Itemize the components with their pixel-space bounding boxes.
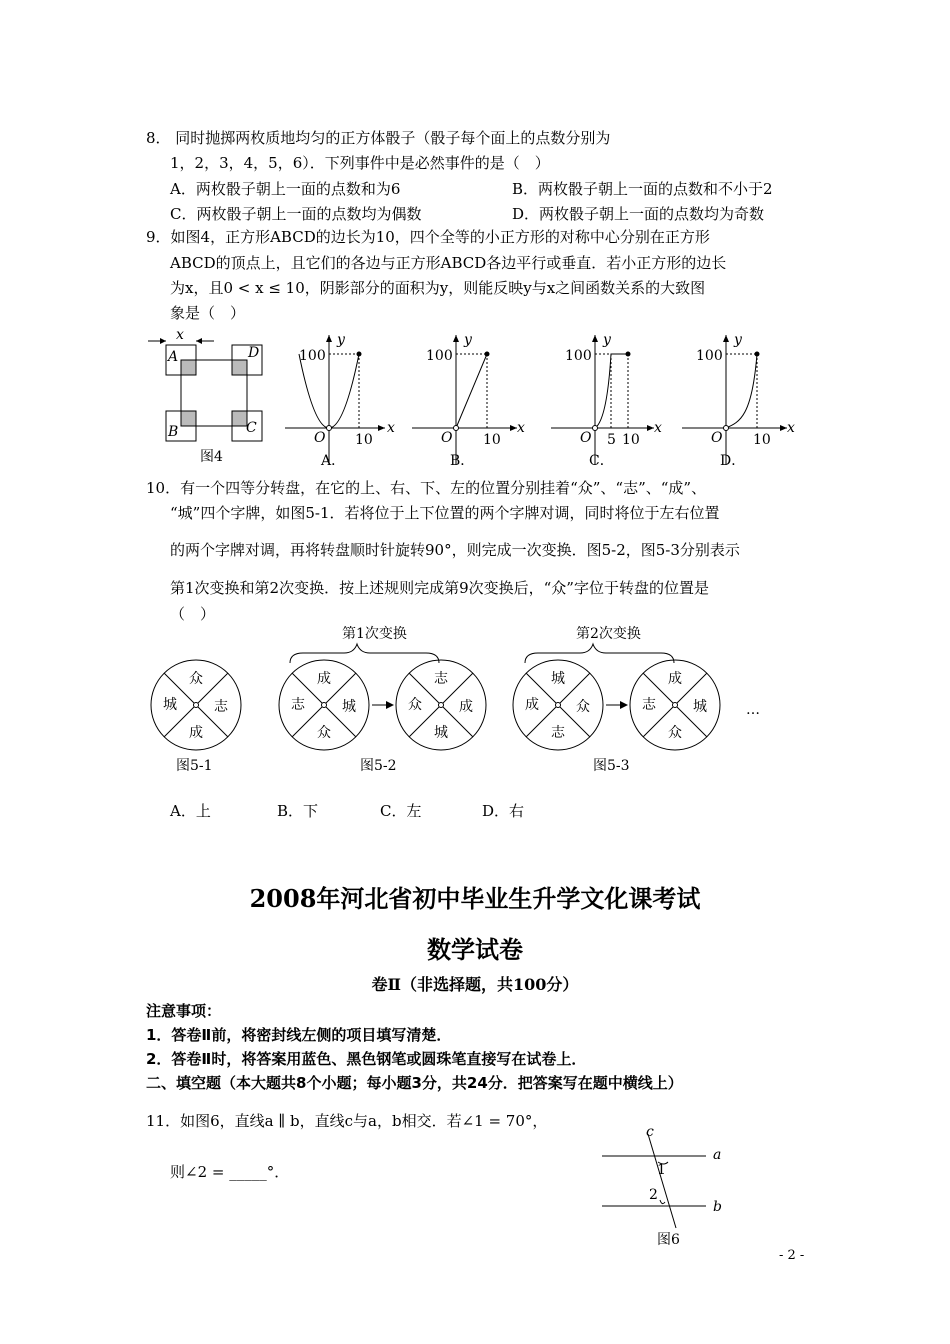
angle-2-label: 2	[649, 1187, 658, 1203]
q10-line2: “城”四个字牌，如图5-1．若将位于上下位置的两个字牌对调，同时将位于左右位置	[170, 504, 720, 522]
q9-line1: 9．如图4，正方形ABCD的边长为10，四个全等的小正方形的对称中心分别在正方形	[146, 228, 710, 246]
wheel-char-top: 成	[317, 671, 331, 687]
q8-line2: 1，2，3，4，5，6）．下列事件中是必然事件的是（ ）	[170, 154, 550, 172]
q9-line3: 为x，且0 < x ≤ 10，阴影部分的面积为y，则能反映y与x之间函数关系的大致图	[170, 279, 706, 297]
q10-line3: 的两个字牌对调，再将转盘顺时针旋转90°，则完成一次变换．图5-2，图5-3分别表示	[170, 541, 740, 559]
y-tick-label: 100	[696, 348, 723, 364]
origin-label: O	[580, 430, 592, 446]
x-tick-label: 10	[753, 432, 771, 448]
y-axis-label: y	[464, 332, 472, 348]
ellipsis: …	[746, 702, 760, 718]
line-c	[648, 1134, 676, 1228]
y-tick-label: 100	[565, 348, 592, 364]
wheel-5-3b	[630, 660, 720, 750]
figure-4	[140, 322, 280, 472]
origin-point	[327, 426, 332, 431]
x-tick-label: 10	[622, 432, 640, 448]
notes-heading: 注意事项：	[146, 1002, 222, 1020]
wheel-5-3a	[513, 660, 603, 750]
fig4-shaded	[232, 411, 247, 426]
origin-point	[724, 426, 729, 431]
x-axis-label: x	[517, 420, 525, 436]
fig4-label-a: A	[168, 349, 179, 365]
graph-option-label: A．	[321, 453, 346, 469]
label-a: a	[713, 1147, 722, 1163]
brace-1-label: 第1次变换	[342, 626, 407, 642]
wheel-5-2b	[396, 660, 486, 750]
wheel-char-top: 成	[668, 671, 682, 687]
origin-label: O	[314, 430, 326, 446]
fig4-label-b: B	[168, 424, 179, 440]
wheel-char-right: 城	[342, 699, 356, 715]
q8-option-c: C．两枚骰子朝上一面的点数均为偶数	[170, 205, 422, 223]
y-axis-label: y	[734, 332, 742, 348]
graph-option-label: C．	[589, 453, 614, 469]
q9-line2: ABCD的顶点上，且它们的各边与正方形ABCD各边平行或垂直．若小正方形的边长	[170, 254, 727, 272]
fig4-x-label: x	[176, 327, 184, 343]
fig4-label-d: D	[248, 345, 260, 361]
brace-1	[290, 644, 439, 663]
x-tick-label: 10	[355, 432, 373, 448]
page-number: - 2 -	[779, 1248, 805, 1263]
endpoint	[485, 352, 490, 357]
wheel-char-top: 众	[189, 671, 203, 687]
origin-label: O	[711, 430, 723, 446]
angle-2-arc	[660, 1200, 665, 1204]
graph-d	[682, 330, 802, 475]
fig-5-1-caption: 图5-1	[176, 758, 213, 774]
wheel-char-right: 志	[214, 699, 228, 715]
q10-option-a: A．上	[170, 802, 211, 820]
y-axis-label: y	[603, 332, 611, 348]
wheel-5-2a	[279, 660, 369, 750]
x-tick-label: 10	[483, 432, 501, 448]
x-axis-label: x	[654, 420, 662, 436]
angle-1-label: 1	[657, 1162, 666, 1178]
volume-title: 卷Ⅱ（非选择题，共100分）	[371, 975, 579, 994]
figure-5	[140, 620, 780, 780]
wheel-char-bottom: 成	[189, 725, 203, 741]
exam-title: 2008年河北省初中毕业生升学文化课考试	[249, 884, 701, 913]
graph-option-label: B．	[450, 453, 475, 469]
q11-line1: 11．如图6，直线a ∥ b，直线c与a，b相交．若∠1 = 70°，	[146, 1112, 548, 1130]
label-c: c	[646, 1124, 654, 1140]
curve	[456, 354, 487, 428]
wheel-5-1	[151, 660, 241, 750]
wheel-char-left: 志	[291, 697, 305, 713]
figure-6	[596, 1120, 736, 1250]
q8-line1: 8． 同时抛掷两枚质地均匀的正方体骰子（骰子每个面上的点数分别为	[146, 129, 611, 147]
q10-line5: （ ）	[170, 605, 216, 623]
exam-subtitle: 数学试卷	[427, 935, 523, 964]
fig-5-2-caption: 图5-2	[360, 758, 397, 774]
wheel-char-bottom: 城	[434, 725, 448, 741]
q10-line4: 第1次变换和第2次变换．按上述规则完成第9次变换后，“众”字位于转盘的位置是	[170, 579, 709, 597]
endpoint	[755, 352, 760, 357]
x-axis-label: x	[787, 420, 795, 436]
note-2: 2．答卷Ⅱ时，将答案用蓝色、黑色钢笔或圆珠笔直接写在试卷上．	[146, 1050, 587, 1068]
fig4-label-c: C	[246, 420, 257, 436]
section-heading: 二、填空题（本大题共8个小题；每小题3分，共24分．把答案写在题中横线上）	[146, 1074, 683, 1092]
wheel-char-left: 城	[163, 697, 177, 713]
curve	[726, 354, 757, 428]
brace-2-label: 第2次变换	[576, 626, 641, 642]
fig4-shaded	[181, 411, 196, 426]
graph-a	[285, 330, 400, 475]
wheel-char-left: 志	[642, 697, 656, 713]
q8-option-a: A．两枚骰子朝上一面的点数和为6	[170, 180, 401, 198]
label-b: b	[713, 1199, 722, 1215]
origin-point	[454, 426, 459, 431]
q9-line4: 象是（ ）	[170, 304, 246, 322]
graph-c	[551, 330, 671, 475]
q8-option-b: B．两枚骰子朝上一面的点数和不小于2	[512, 180, 773, 198]
wheel-char-right: 成	[459, 699, 473, 715]
wheel-char-left: 众	[408, 697, 422, 713]
q10-option-b: B．下	[277, 802, 319, 820]
x-axis-label: x	[387, 420, 395, 436]
wheel-char-right: 众	[576, 699, 590, 715]
q10-option-c: C．左	[380, 802, 422, 820]
wheel-char-bottom: 众	[668, 725, 682, 741]
wheel-char-bottom: 志	[551, 725, 565, 741]
note-1: 1．答卷Ⅱ前，将密封线左侧的项目填写清楚．	[146, 1026, 452, 1044]
wheel-char-left: 成	[525, 697, 539, 713]
wheel-char-top: 城	[551, 671, 565, 687]
graph-option-label: D．	[720, 453, 746, 469]
origin-label: O	[441, 430, 453, 446]
q10-option-d: D．右	[482, 802, 525, 820]
fig4-shaded	[232, 360, 247, 375]
wheel-char-top: 志	[434, 671, 448, 687]
y-tick-label: 100	[426, 348, 453, 364]
fig-5-3-caption: 图5-3	[593, 758, 630, 774]
fig4-shaded	[181, 360, 196, 375]
endpoint	[357, 352, 362, 357]
x-tick-label-5: 5	[607, 432, 616, 448]
wheel-char-right: 城	[693, 699, 707, 715]
fig-6-caption: 图6	[657, 1232, 680, 1248]
y-tick-label: 100	[299, 348, 326, 364]
brace-2	[525, 644, 674, 663]
y-axis-label: y	[337, 332, 345, 348]
q10-line1: 10．有一个四等分转盘，在它的上、右、下、左的位置分别挂着“众”、“志”、“成”、	[146, 479, 707, 497]
fig4-caption: 图4	[200, 449, 223, 465]
graph-b	[412, 330, 527, 475]
q11-line2: 则∠2 = _____°．	[170, 1163, 290, 1181]
endpoint	[626, 352, 631, 357]
wheel-char-bottom: 众	[317, 725, 331, 741]
origin-point	[593, 426, 598, 431]
q8-option-d: D．两枚骰子朝上一面的点数均为奇数	[512, 205, 765, 223]
